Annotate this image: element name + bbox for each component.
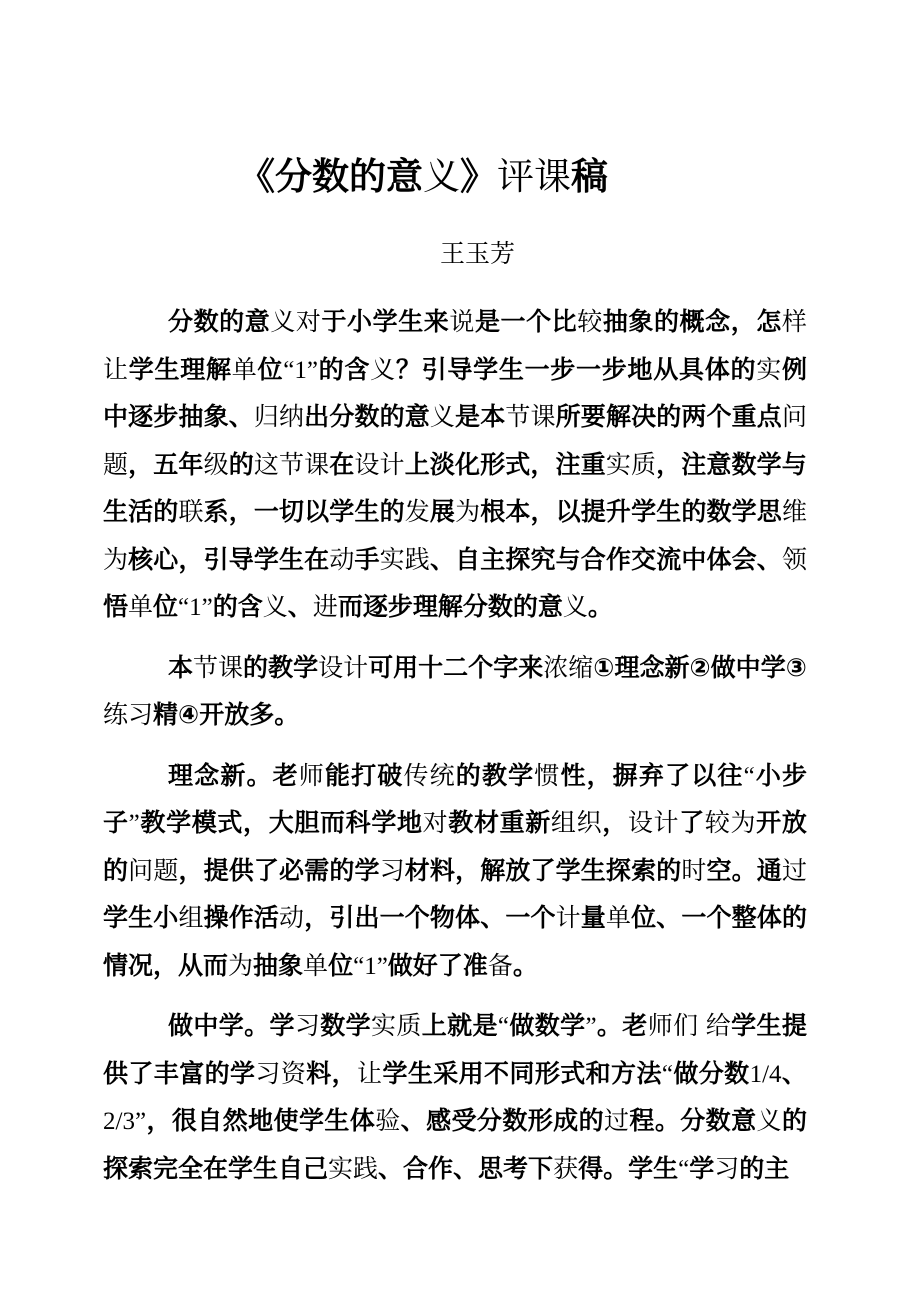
document-title: 《分数的意义》评课稿 [238, 156, 608, 198]
paragraph: 理念新。老师能打破传统的教学惯性，摒弃了以往“小步子”教学模式，大胆而科学地对教材重新组织，设计了较为开放的问题，提供了必需的学习材料，解放了学生探索的时空。通过学生小组操作活动，引出一个物体、一个计量单位、一个整体的情况，从而为抽象单位“1”做好了准备。 [103, 761, 807, 980]
document-content [103, 0, 807, 1302]
paragraph: 分数的意义对于小学生来说是一个比较抽象的概念，怎样让学生理解单位“1”的含义？引导学生一步一步地从具体的实例中逐步抽象、归纳出分数的意义是本节课所要解决的两个重点问题，五年级的这节课在设计上淡化形式，注重实质，注意数学与生活的联系，一切以学生的发展为根本，以提升学生的数学思维为核心，引导学生在动手实践、自主探究与合作交流中体会、领悟单位“1”的含义、进而逐步理解分数的意义。 [103, 308, 807, 621]
document-body [103, 299, 807, 1206]
paragraph: 本节课的教学设计可用十二个字来浓缩①理念新②做中学③练习精④开放多。 [103, 653, 807, 729]
author-name: 王玉芳 [440, 240, 516, 268]
paragraph: 做中学。学习数学实质上就是“做数学”。老师们 给学生提供了丰富的学习资料，让学生采用不同形式和方法“做分数1/4、2/3”，很自然地使学生体验、感受分数形成的过程。分数意义的探索完全在学生自己实践、合作、思考下获得。学生“学习的主 [103, 1012, 807, 1183]
